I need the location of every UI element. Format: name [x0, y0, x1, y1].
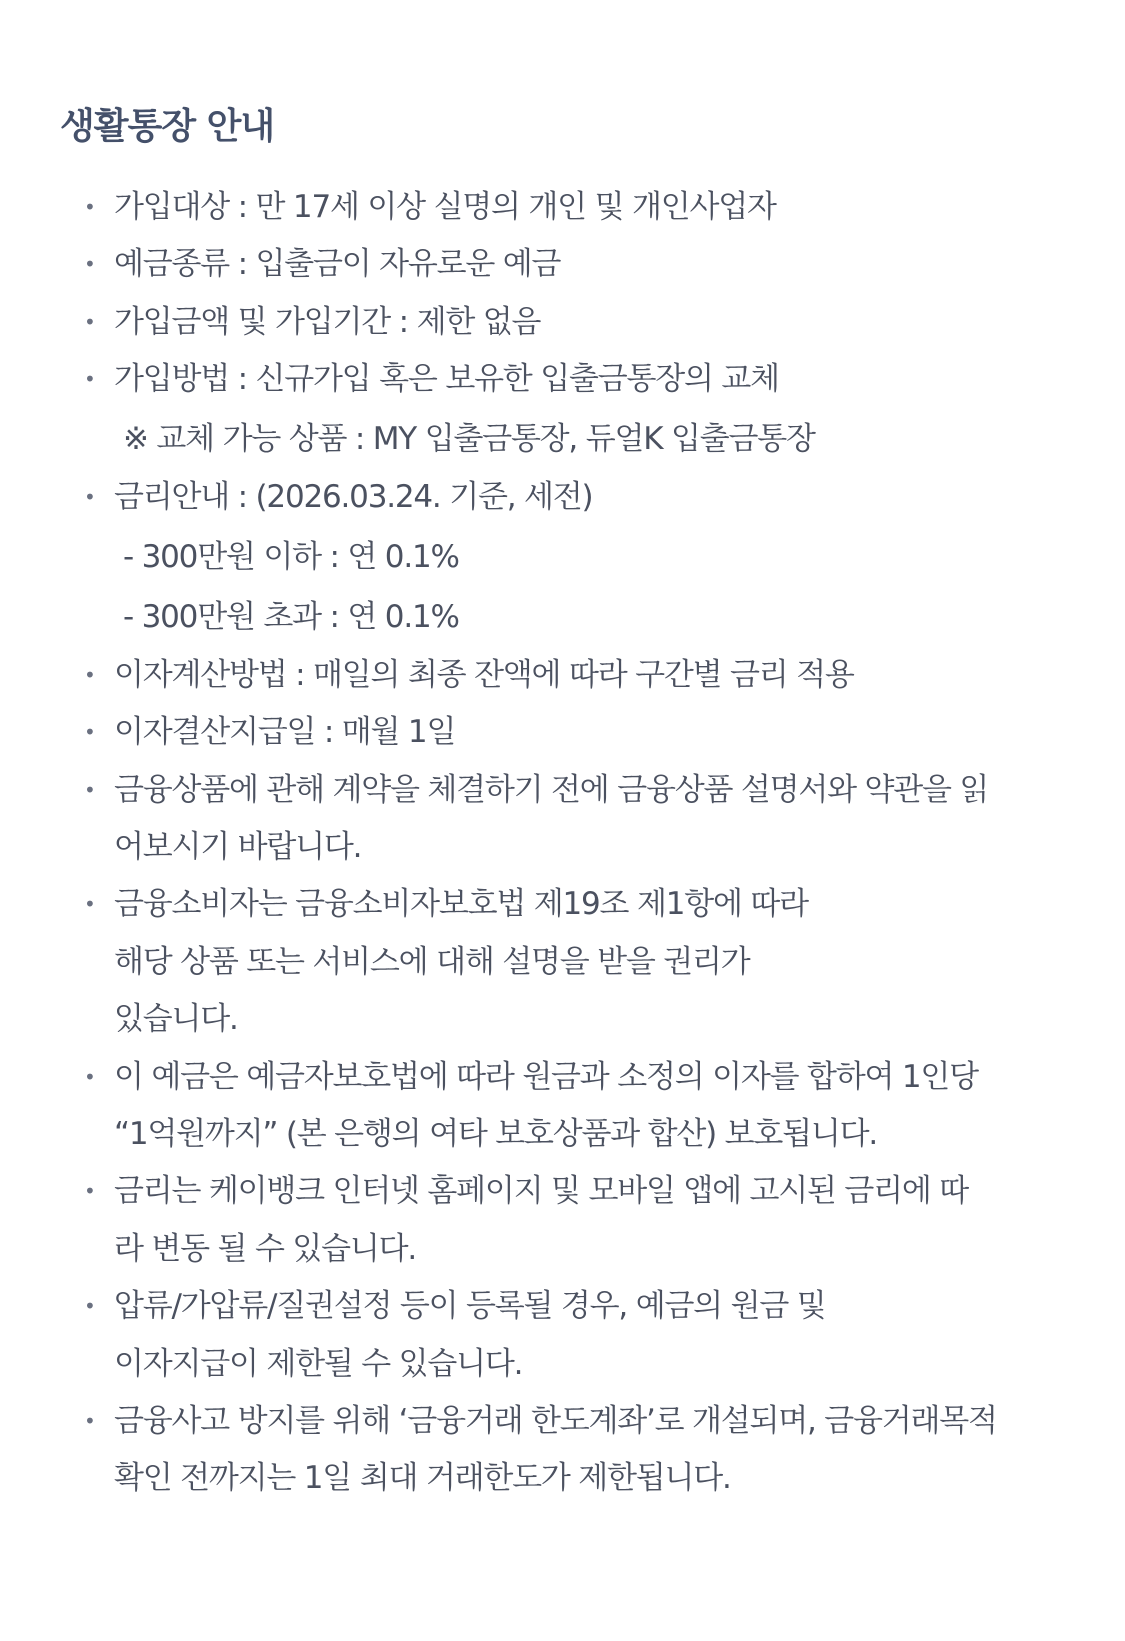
bullet-dot: • [84, 663, 96, 687]
bullet-dot: • [84, 485, 96, 509]
list-item-text: 가입방법 : 신규가입 혹은 보유한 입출금통장의 교체 [114, 361, 779, 397]
list-item-text: 가입금액 및 가입기간 : 제한 없음 [114, 304, 541, 340]
list-item-text: 금리안내 : (2026.03.24. 기준, 세전) [114, 479, 593, 515]
list-item-text: 이 예금은 예금자보호법에 따라 원금과 소정의 이자를 합하여 1인당 [114, 1059, 978, 1095]
list-item-text: 이자결산지급일 : 매월 1일 [114, 714, 456, 750]
bullet-dot: • [84, 1294, 96, 1318]
list-item-text: 예금종류 : 입출금이 자유로운 예금 [114, 246, 561, 282]
list-item-text: 금리는 케이뱅크 인터넷 홈페이지 및 모바일 앱에 고시된 금리에 따 [114, 1173, 969, 1209]
list-item-text: 이자계산방법 : 매일의 최종 잔액에 따라 구간별 금리 적용 [114, 657, 854, 693]
page-title: 생활통장 안내 [60, 106, 275, 147]
list-item-text: 이자지급이 제한될 수 있습니다. [114, 1346, 523, 1382]
bullet-dot: • [84, 778, 96, 802]
list-item-text: 어보시기 바랍니다. [114, 829, 362, 865]
list-item-subtext: ※ 교체 가능 상품 : MY 입출금통장, 듀얼K 입출금통장 [123, 421, 815, 457]
bullet-dot: • [84, 195, 96, 219]
list-item-text: 금융소비자는 금융소비자보호법 제19조 제1항에 따라 [114, 886, 808, 922]
list-item-text: 있습니다. [114, 1001, 238, 1037]
bullet-dot: • [84, 1409, 96, 1433]
list-item-subtext: - 300만원 초과 : 연 0.1% [123, 599, 459, 635]
bullet-dot: • [84, 1065, 96, 1089]
list-item-text: 확인 전까지는 1일 최대 거래한도가 제한됩니다. [114, 1460, 731, 1496]
bullet-dot: • [84, 252, 96, 276]
list-item-subtext: - 300만원 이하 : 연 0.1% [123, 539, 459, 575]
bullet-dot: • [84, 310, 96, 334]
list-item-text: 가입대상 : 만 17세 이상 실명의 개인 및 개인사업자 [114, 189, 776, 225]
bullet-dot: • [84, 720, 96, 744]
list-item-text: 금융사고 방지를 위해 ‘금융거래 한도계좌’로 개설되며, 금융거래목적 [114, 1403, 997, 1439]
list-item-text: 해당 상품 또는 서비스에 대해 설명을 받을 권리가 [114, 944, 750, 980]
bullet-dot: • [84, 1179, 96, 1203]
bullet-dot: • [84, 367, 96, 391]
list-item-text: 금융상품에 관해 계약을 체결하기 전에 금융상품 설명서와 약관을 읽 [114, 772, 989, 808]
list-item-text: 라 변동 될 수 있습니다. [114, 1231, 416, 1267]
list-item-text: 압류/가압류/질권설정 등이 등록될 경우, 예금의 원금 및 [114, 1288, 826, 1324]
list-item-text: “1억원까지” (본 은행의 여타 보호상품과 합산) 보호됩니다. [114, 1116, 878, 1152]
bullet-dot: • [84, 892, 96, 916]
